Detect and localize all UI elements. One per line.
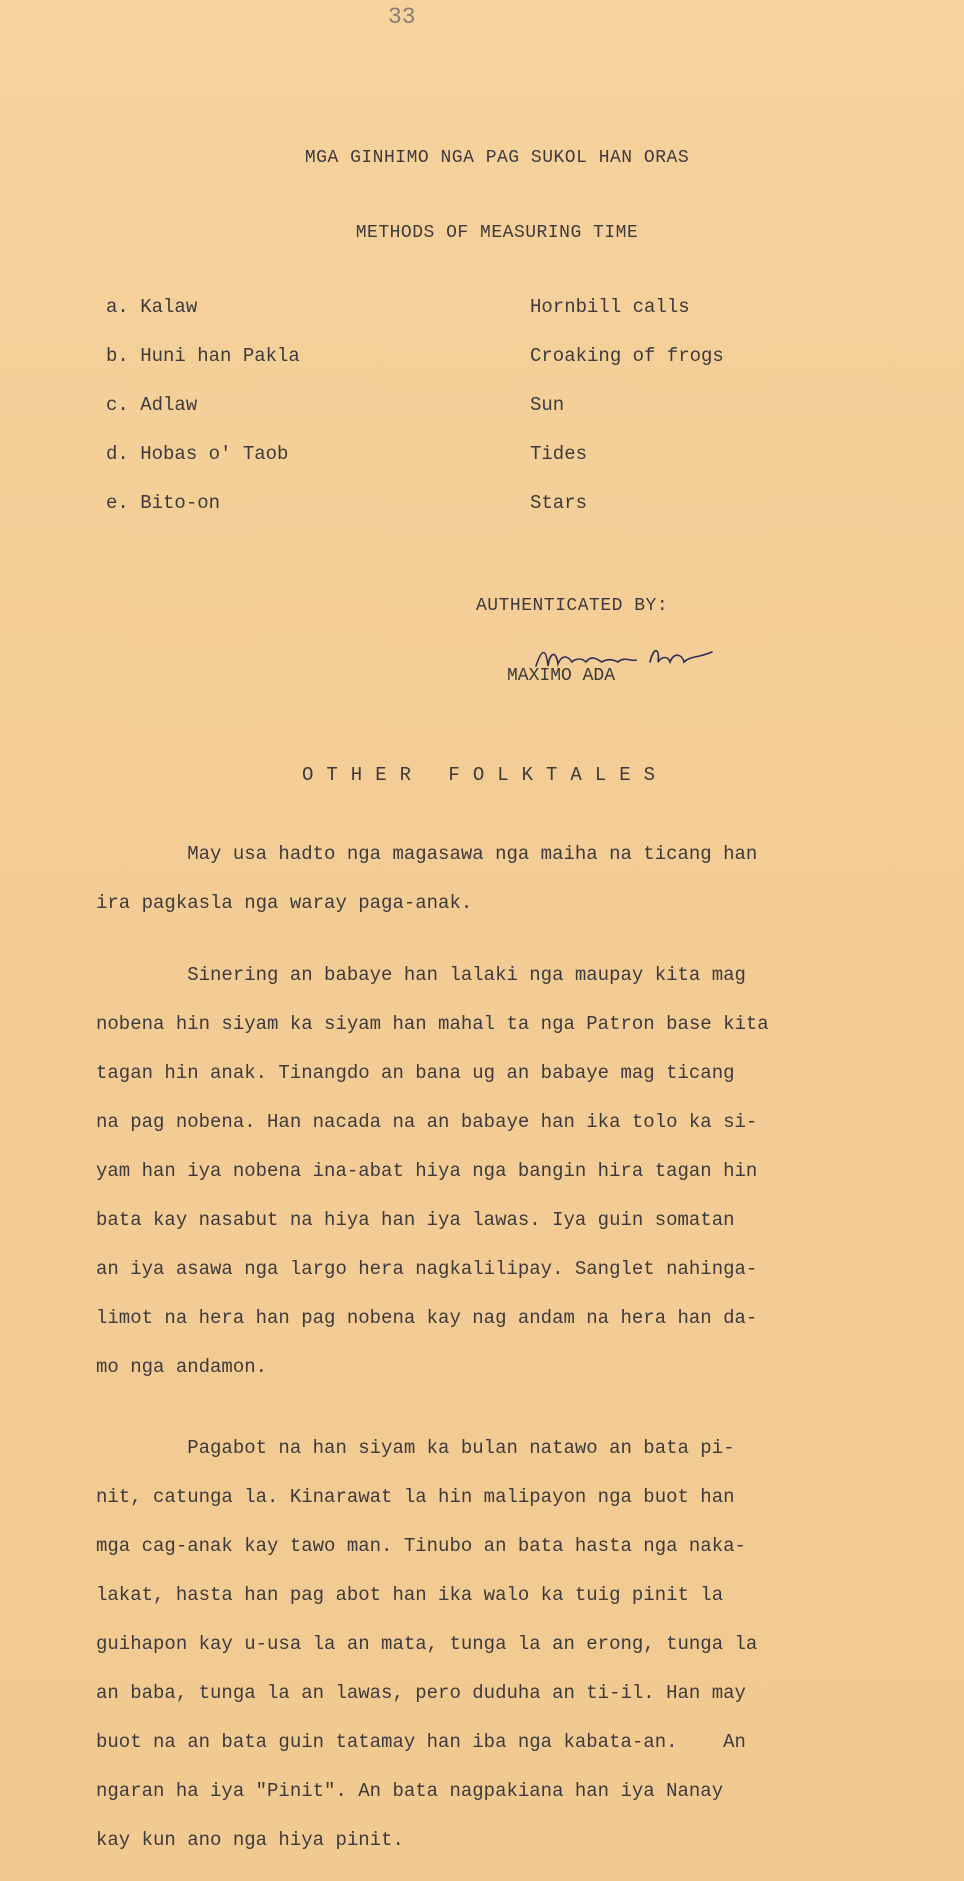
method-native: d. Hobas o' Taob — [106, 443, 289, 465]
authenticated-label: AUTHENTICATED BY: — [476, 596, 669, 616]
text-line: tagan hin anak. Tinangdo an bana ug an babaye mag ticang — [96, 1062, 735, 1084]
text-line: bata kay nasabut na hiya han iya lawas. Iya guin somatan — [96, 1209, 735, 1231]
paragraph-3 — [96, 1424, 856, 1865]
paragraph-2 — [96, 951, 856, 1392]
authenticator-name: MAXIMO ADA — [507, 666, 616, 686]
method-native: a. Kalaw — [106, 296, 198, 318]
text-line: mga cag-anak kay tawo man. Tinubo an bata hasta nga naka- — [96, 1535, 746, 1557]
text-line: na pag nobena. Han nacada na an babaye han ika tolo ka si- — [96, 1111, 758, 1133]
document-subtitle: METHODS OF MEASURING TIME — [355, 223, 639, 243]
text-line: nobena hin siyam ka siyam han mahal ta nga Patron base kita — [96, 1013, 769, 1035]
method-row — [106, 296, 806, 345]
method-english: Tides — [530, 443, 588, 465]
method-row — [106, 394, 806, 443]
document-title: MGA GINHIMO NGA PAG SUKOL HAN ORAS — [304, 148, 690, 168]
method-english: Hornbill calls — [530, 296, 690, 318]
text-line: nit, catunga la. Kinarawat la hin malipayon nga buot han — [96, 1486, 735, 1508]
page-number: 33 — [388, 4, 416, 30]
text-line: limot na hera han pag nobena kay nag andam na hera han da- — [96, 1307, 758, 1329]
text-line: Pagabot na han siyam ka bulan natawo an bata pi- — [96, 1437, 735, 1459]
method-english: Sun — [530, 394, 565, 416]
methods-list — [106, 296, 806, 541]
text-line: an baba, tunga la an lawas, pero duduha an ti-il. Han may — [96, 1682, 746, 1704]
text-line: ngaran ha iya "Pinit". An bata nagpakiana han iya Nanay — [96, 1780, 724, 1802]
method-row — [106, 492, 806, 541]
text-line: guihapon kay u-usa la an mata, tunga la an erong, tunga la — [96, 1633, 758, 1655]
paragraph-1 — [96, 830, 856, 928]
text-line: buot na an bata guin tatamay han iba nga kabata-an. An — [96, 1731, 746, 1753]
method-native: c. Adlaw — [106, 394, 198, 416]
section-title: OTHER FOLKTALES — [302, 764, 669, 786]
method-native: e. Bito-on — [106, 492, 221, 514]
method-native: b. Huni han Pakla — [106, 345, 300, 367]
text-line: May usa hadto nga magasawa nga maiha na ticang han — [96, 843, 758, 865]
method-english: Stars — [530, 492, 588, 514]
text-line: yam han iya nobena ina-abat hiya nga bangin hira tagan hin — [96, 1160, 758, 1182]
method-english: Croaking of frogs — [530, 345, 724, 367]
text-line: mo nga andamon. — [96, 1356, 268, 1378]
text-line: lakat, hasta han pag abot han ika walo ka tuig pinit la — [96, 1584, 724, 1606]
text-line: an iya asawa nga largo hera nagkalilipay. Sanglet nahinga- — [96, 1258, 758, 1280]
text-line: kay kun ano nga hiya pinit. — [96, 1829, 404, 1851]
method-row — [106, 443, 806, 492]
text-line: ira pagkasla nga waray paga-anak. — [96, 892, 473, 914]
method-row — [106, 345, 806, 394]
text-line: Sinering an babaye han lalaki nga maupay kita mag — [96, 964, 746, 986]
